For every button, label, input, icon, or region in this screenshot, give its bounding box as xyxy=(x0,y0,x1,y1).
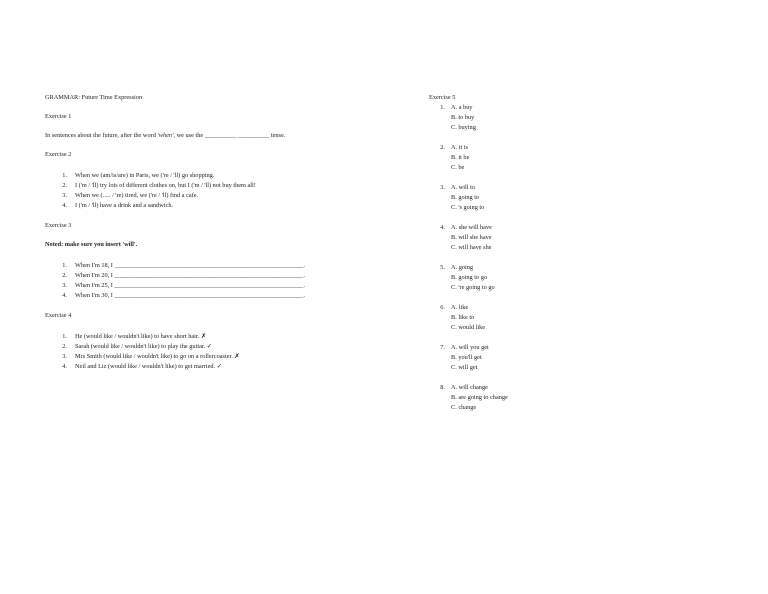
exercise-2-heading: Exercise 2 xyxy=(45,151,72,158)
option-c: C. would like xyxy=(451,324,486,331)
list-item xyxy=(45,201,385,211)
question-number: 1. xyxy=(440,104,445,111)
list-item xyxy=(45,261,385,271)
option-b: B. you'll get xyxy=(451,354,482,361)
item-number: 2. xyxy=(62,343,67,350)
option-a: A. it is xyxy=(451,144,468,151)
option-c: C. will have she xyxy=(451,244,492,251)
question xyxy=(429,103,609,133)
item-number: 1. xyxy=(62,333,67,340)
option-b: B. to buy xyxy=(451,114,475,121)
question-number: 6. xyxy=(440,304,445,311)
right-column xyxy=(429,93,609,423)
exercise-3-list xyxy=(45,261,385,301)
list-item xyxy=(45,291,385,301)
item-number: 3. xyxy=(62,282,67,289)
worksheet-title: GRAMMAR: Future Time Expression xyxy=(45,94,143,101)
option-c: C. 're going to go xyxy=(451,284,495,291)
option-c: C. 's going to xyxy=(451,204,485,211)
option-b: B. it be xyxy=(451,154,470,161)
list-item xyxy=(45,342,385,352)
question xyxy=(429,343,609,373)
item-number: 4. xyxy=(62,363,67,370)
item-number: 3. xyxy=(62,192,67,199)
exercise-1-sentence-word: 'when', xyxy=(157,132,175,139)
question xyxy=(429,223,609,253)
item-text: When we (..... / 're) tired, we ('re / 'll) find a cafe. xyxy=(75,192,199,199)
option-a: A. a buy xyxy=(451,104,473,111)
question xyxy=(429,383,609,413)
question-number: 2. xyxy=(440,144,445,151)
item-number: 4. xyxy=(62,292,67,299)
item-number: 2. xyxy=(62,272,67,279)
option-b: B. going to xyxy=(451,194,480,201)
item-text: I ('m / 'll) try lots of different clothes on, but I ('m / 'll) not buy them all! xyxy=(75,182,256,189)
option-a: A. will to xyxy=(451,184,475,191)
list-item xyxy=(45,181,385,191)
exercise-3-note: Noted: make sure you insert 'will'. xyxy=(45,241,138,248)
option-a: A. like xyxy=(451,304,469,311)
item-number: 1. xyxy=(62,172,67,179)
list-item xyxy=(45,352,385,362)
exercise-1-heading: Exercise 1 xyxy=(45,113,72,120)
item-text: Neil and Liz (would like / wouldn't like) to get married. ✓ xyxy=(75,363,223,370)
question xyxy=(429,143,609,173)
list-item xyxy=(45,171,385,181)
option-a: A. going xyxy=(451,264,474,271)
item-text: When I'm 30, I ____________________________________________________________. xyxy=(75,292,305,299)
list-item xyxy=(45,332,385,342)
option-b: B. will she have xyxy=(451,234,492,241)
exercise-4-heading: Exercise 4 xyxy=(45,312,72,319)
item-number: 2. xyxy=(62,182,67,189)
option-c: C. will get xyxy=(451,364,478,371)
question xyxy=(429,303,609,333)
item-number: 3. xyxy=(62,353,67,360)
item-text: When I'm 18, I ____________________________________________________________. xyxy=(75,262,305,269)
exercise-5-heading: Exercise 5 xyxy=(429,94,456,101)
option-b: B. are going to change xyxy=(451,394,508,401)
exercise-2-list xyxy=(45,171,385,211)
option-a: A. will you get xyxy=(451,344,489,351)
item-text: He (would like / wouldn't like) to have short hair. ✗ xyxy=(75,333,207,340)
list-item xyxy=(45,362,385,372)
list-item xyxy=(45,191,385,201)
question-number: 8. xyxy=(440,384,445,391)
item-number: 1. xyxy=(62,262,67,269)
question-number: 5. xyxy=(440,264,445,271)
item-text: I ('m / 'll) have a drink and a sandwich. xyxy=(75,202,174,209)
question xyxy=(429,183,609,213)
list-item xyxy=(45,271,385,281)
left-column xyxy=(45,93,385,372)
exercise-4-list xyxy=(45,332,385,372)
option-c: C. be xyxy=(451,164,465,171)
exercise-1-sentence xyxy=(45,131,385,141)
question xyxy=(429,263,609,293)
question-number: 3. xyxy=(440,184,445,191)
question-number: 7. xyxy=(440,344,445,351)
option-b: B. like to xyxy=(451,314,475,321)
option-c: C. buying xyxy=(451,124,476,131)
item-number: 4. xyxy=(62,202,67,209)
item-text: When I'm 25, I ____________________________________________________________. xyxy=(75,282,305,289)
item-text: Sarah (would like / wouldn't like) to play the guitar. ✓ xyxy=(75,343,213,350)
item-text: When I'm 20, I ____________________________________________________________. xyxy=(75,272,305,279)
item-text: Mrs Smith (would like / wouldn't like) to go on a rollercoaster. ✗ xyxy=(75,353,240,360)
list-item xyxy=(45,281,385,291)
exercise-3-heading: Exercise 3 xyxy=(45,222,72,229)
item-text: When we (am/is/are) in Paris, we ('re / 'll) go shopping. xyxy=(75,172,215,179)
exercise-1-sentence-pre: In sentences about the future, after the word xyxy=(45,132,158,139)
option-a: A. will change xyxy=(451,384,488,391)
question-number: 4. xyxy=(440,224,445,231)
exercise-1-sentence-post: we use the __________ __________ tense. xyxy=(175,132,286,139)
option-c: C. change xyxy=(451,404,477,411)
exercise-5-questions xyxy=(429,103,609,413)
option-b: B. going to go xyxy=(451,274,488,281)
option-a: A. she will have xyxy=(451,224,492,231)
